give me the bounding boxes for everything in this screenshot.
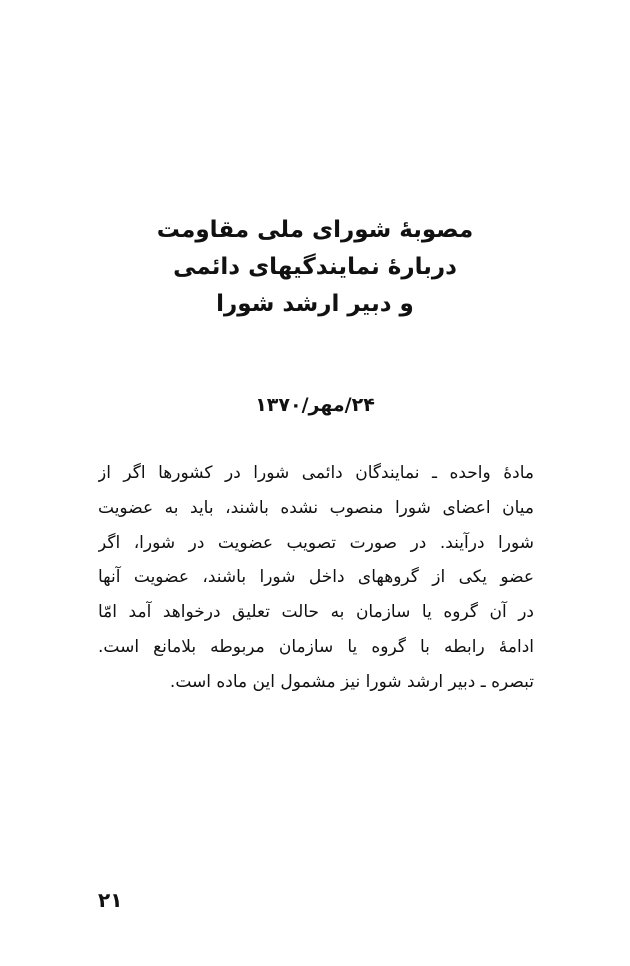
body-line-7: تبصره ـ دبیر ارشد شورا نیز مشمول این ماده است. — [169, 671, 534, 692]
title-line-3: و دبیر ارشد شورا — [216, 291, 414, 317]
page-number: ۲۱ — [98, 888, 123, 912]
resolution-body — [98, 456, 534, 700]
title-line-1: مصوبهٔ شورای ملی مقاومت — [156, 217, 474, 243]
title-line-2: دربارهٔ نمایندگیهای دائمی — [173, 254, 457, 280]
body-line-1: مادهٔ واحده ـ نمایندگان دائمی شورا در کشورها اگر از — [98, 463, 534, 483]
body-line-6: ادامهٔ رابطه با گروه یا سازمان مربوطه بلامانع است. — [98, 636, 534, 657]
body-line-4: عضو یکی از گروههای داخل شورا باشند، عضویت آنها — [98, 567, 534, 588]
body-line-2: میان اعضای شورا منصوب نشده باشند، باید به عضویت — [98, 497, 534, 518]
resolution-title — [0, 212, 630, 323]
resolution-date: ۲۴/مهر/۱۳۷۰ — [255, 394, 375, 416]
body-line-3: شورا درآیند. در صورت تصویب عضویت در شورا، اگر — [98, 532, 534, 553]
body-line-5: در آن گروه یا سازمان به حالت تعلیق درخواهد آمد امّا — [98, 602, 534, 623]
